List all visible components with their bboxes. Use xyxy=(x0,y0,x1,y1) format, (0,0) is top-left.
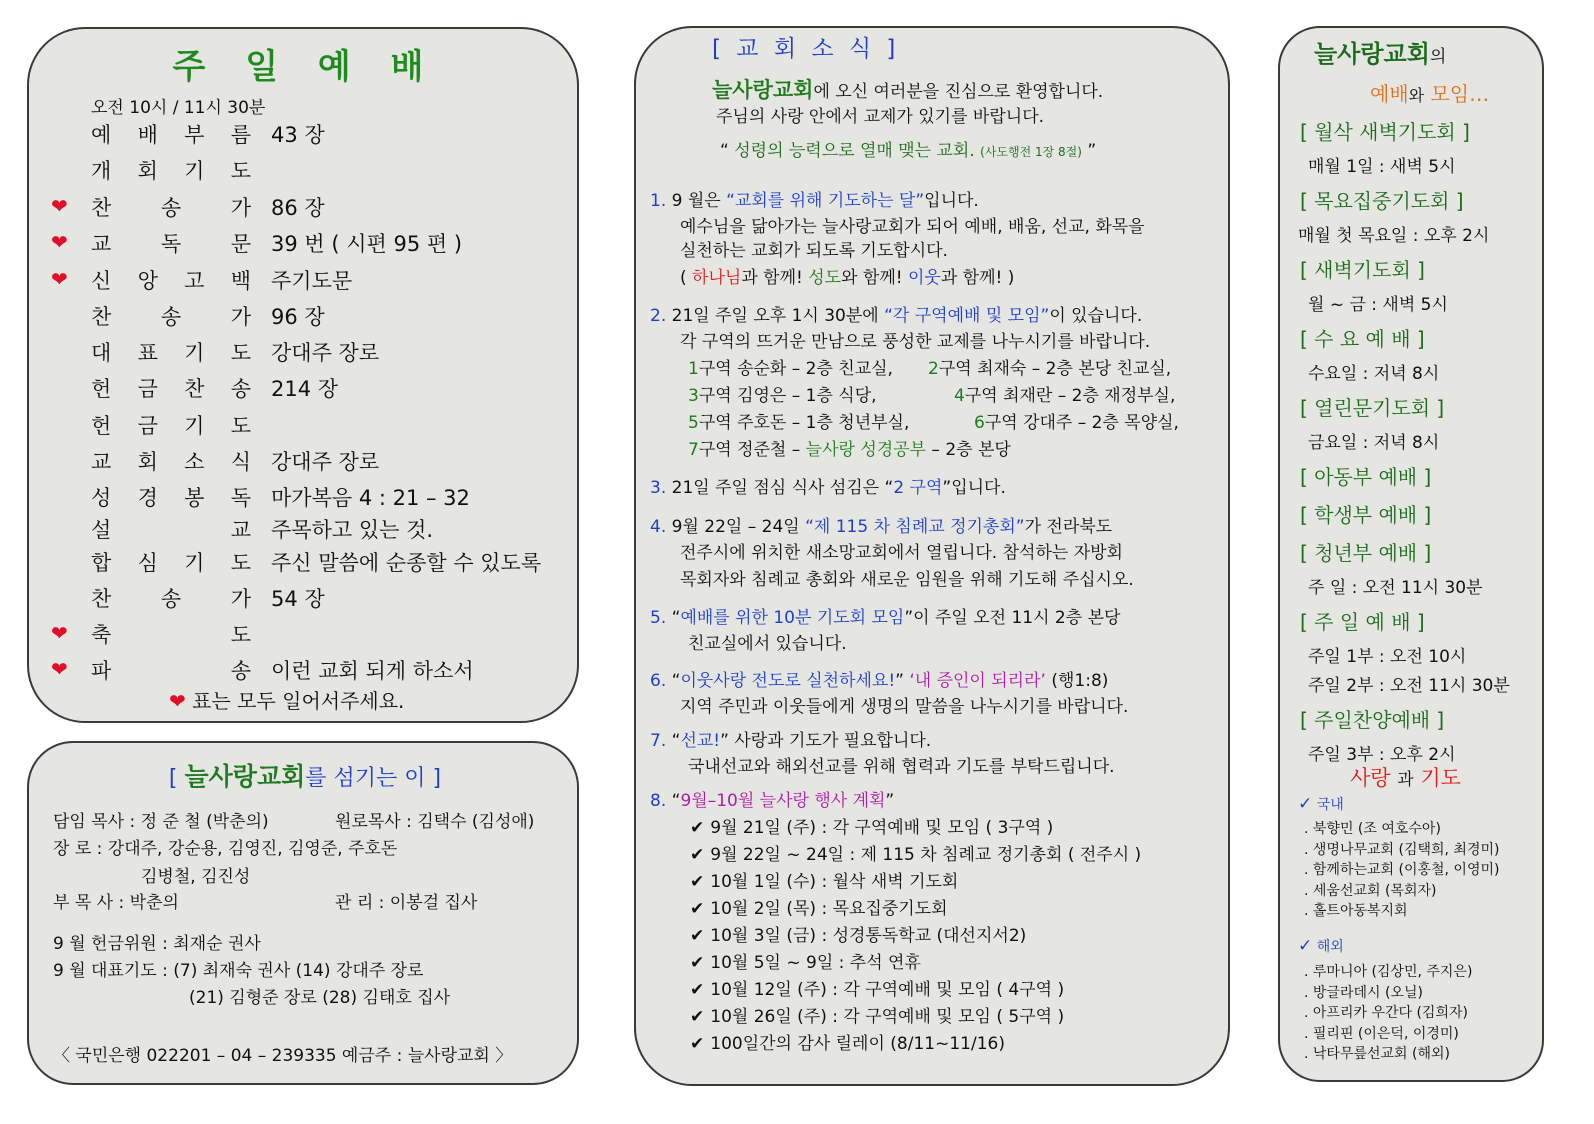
prayer-item: . 아프리카 우간다 (김희자) xyxy=(1304,1005,1468,1021)
order-value: 주목하고 있는 것. xyxy=(271,518,434,542)
order-label xyxy=(91,514,251,544)
schedule-time: 매월 1일 : 새벽 5시 xyxy=(1308,157,1456,177)
item-number: 6. xyxy=(650,671,667,691)
order-value: 214 장 xyxy=(271,377,339,401)
order-label-char: 문 xyxy=(230,232,251,256)
order-value: 주신 말씀에 순종할 수 있도록 xyxy=(271,551,542,575)
order-label-char: 심 xyxy=(137,551,158,575)
text: 21일 주일 오후 1시 30분에 xyxy=(671,306,885,326)
check-icon: ✔ xyxy=(690,980,705,1000)
text: ( xyxy=(680,268,693,288)
order-label xyxy=(91,228,251,258)
district-text: 구역 최재란 – 2층 재정부실, xyxy=(964,386,1176,406)
standing-note xyxy=(169,685,404,714)
event-item xyxy=(690,1029,1005,1054)
district-text: 구역 김영은 – 1층 식당, xyxy=(698,386,877,406)
welcome-line-2: 주님의 사랑 안에서 교제가 있기를 바랍니다. xyxy=(716,107,1045,127)
order-label-char: 파 xyxy=(91,659,112,683)
check-icon: ✔ xyxy=(690,899,705,919)
order-label-char: 찬 xyxy=(91,305,112,329)
heart-icon: ❤ xyxy=(169,689,186,713)
check-icon: ✔ xyxy=(690,953,705,973)
motto xyxy=(720,136,1096,161)
news-item-5 xyxy=(650,603,1120,628)
prayer-item: . 방글라데시 (오닐) xyxy=(1304,984,1423,1001)
church-name: 늘사랑교회 xyxy=(1314,40,1430,68)
highlight: “교회를 위해 기도하는 달” xyxy=(726,191,925,211)
order-label-char: 경 xyxy=(137,486,158,510)
district-4 xyxy=(954,381,1175,406)
schedule-heading: [ 열린문기도회 ] xyxy=(1300,396,1445,420)
prayer-word: 기도 xyxy=(1420,766,1461,790)
highlight: 늘사랑 성경공부 xyxy=(805,440,927,460)
prayer-item: . 북향민 (조 여호수아) xyxy=(1304,821,1441,837)
prayer-item: . 함께하는교회 (이홍철, 이영미) xyxy=(1304,862,1500,878)
order-label-char: 찬 xyxy=(184,377,205,401)
order-label xyxy=(91,410,251,440)
district-number: 3 xyxy=(688,386,699,406)
schedule-heading: [ 주 일 예 배 ] xyxy=(1300,610,1425,634)
order-value: 이런 교회 되게 하소서 xyxy=(271,659,474,683)
event-item xyxy=(690,975,1064,1000)
text: ”이 주일 오전 11시 2층 본당 xyxy=(904,608,1121,628)
order-label-char: 기 xyxy=(184,341,205,365)
schedule-time: 월 ~ 금 : 새벽 5시 xyxy=(1308,295,1448,315)
quote: “ xyxy=(720,141,729,161)
order-row xyxy=(51,265,571,295)
text: “ xyxy=(671,731,681,751)
order-label-char: 교 xyxy=(91,232,112,256)
highlight: 2 구역 xyxy=(893,478,943,498)
order-label-char: 송 xyxy=(160,305,182,329)
text: 9월 22일 – 24일 xyxy=(671,517,806,537)
order-value: 마가복음 4 : 21 – 32 xyxy=(271,486,470,510)
order-label-char: 설 xyxy=(91,518,112,542)
worship-word: 예배 xyxy=(1370,82,1409,106)
event-item xyxy=(690,1002,1064,1027)
order-row xyxy=(51,228,571,258)
heart-icon: ❤ xyxy=(51,230,68,254)
senior-pastor: 담임 목사 : 정 준 철 (박춘의) xyxy=(53,812,269,832)
text: 구역 정준철 – xyxy=(698,440,806,460)
prayer-item: . 루마니아 (김상민, 주지은) xyxy=(1304,964,1473,980)
schedule-heading: [ 아동부 예배 ] xyxy=(1300,465,1432,489)
event-item xyxy=(690,948,921,973)
event-item xyxy=(690,840,1141,865)
offering-committee: 9 월 헌금위원 : 최재순 권사 xyxy=(53,934,261,954)
standing-note-text: 표는 모두 일어서주세요. xyxy=(192,689,405,713)
item-number: 1. xyxy=(650,191,667,211)
news-item-4-line3: 목회자와 침례교 총회와 새로운 임원을 위해 기도해 주십시오. xyxy=(680,570,1134,590)
order-label-char: 예 xyxy=(91,123,112,147)
event-text: 10월 12일 (주) : 각 구역예배 및 모임 ( 4구역 ) xyxy=(710,980,1065,1000)
order-value: 54 장 xyxy=(271,587,325,611)
heart-icon: ❤ xyxy=(51,657,68,681)
event-item xyxy=(690,921,1026,946)
district-number: 5 xyxy=(688,413,699,433)
order-label xyxy=(91,583,251,613)
welcome-text: 에 오신 여러분을 진심으로 환영합니다. xyxy=(813,82,1104,102)
check-icon: ✔ xyxy=(690,818,705,838)
news-item-7-line2: 국내선교와 해외선교를 위해 협력과 기도를 부탁드립니다. xyxy=(688,757,1115,777)
schedule-time: 주일 1부 : 오전 10시 xyxy=(1308,647,1467,667)
district-number: 7 xyxy=(688,440,699,460)
schedule-time: 매월 첫 목요일 : 오후 2시 xyxy=(1298,226,1490,246)
order-label-char: 도 xyxy=(230,414,251,438)
meeting-word: 모임… xyxy=(1430,82,1490,106)
worship-title: 주 일 예 배 xyxy=(172,47,438,87)
order-label-char: 기 xyxy=(184,551,205,575)
check-icon: ✔ xyxy=(690,845,705,865)
order-label-char: 도 xyxy=(230,341,251,365)
schedule-heading: [ 새벽기도회 ] xyxy=(1300,258,1425,282)
check-icon: ✔ xyxy=(690,1034,705,1054)
order-label-char: 앙 xyxy=(137,269,158,293)
district-number: 4 xyxy=(954,386,965,406)
order-row xyxy=(51,119,571,149)
domestic-label-text: 국내 xyxy=(1316,797,1344,813)
order-value: 강대주 장로 xyxy=(271,341,380,365)
order-row xyxy=(51,337,571,367)
event-text: 9월 22일 ~ 24일 : 제 115 차 침례교 정기총회 ( 전주시 ) xyxy=(710,845,1142,865)
order-row xyxy=(51,583,571,613)
order-label-char: 도 xyxy=(230,623,251,647)
domestic-label xyxy=(1298,794,1344,814)
order-label-char: 봉 xyxy=(184,486,205,510)
schedule-heading: [ 월삭 새벽기도회 ] xyxy=(1300,120,1470,144)
schedule-heading: [ 수 요 예 배 ] xyxy=(1300,327,1425,351)
order-label-char: 도 xyxy=(230,159,251,183)
order-label-char: 송 xyxy=(230,377,251,401)
order-label xyxy=(91,619,251,649)
schedule-title xyxy=(1314,34,1446,69)
order-label-char: 헌 xyxy=(91,377,112,401)
order-label-char: 찬 xyxy=(91,196,112,220)
event-item xyxy=(690,813,1053,838)
order-label xyxy=(91,155,251,185)
order-label-char: 교 xyxy=(230,518,251,542)
order-label xyxy=(91,192,251,222)
text: ”입니다. xyxy=(942,478,1006,498)
text: 입니다. xyxy=(924,191,979,211)
news-item-4-line2: 전주시에 위치한 새소망교회에서 열립니다. 참석하는 자방회 xyxy=(680,543,1123,563)
servants-panel xyxy=(27,741,579,1085)
news-item-2-line2: 각 구역의 뜨거운 만남으로 풍성한 교제를 나누시기를 바랍니다. xyxy=(680,332,1151,352)
order-label xyxy=(91,655,251,685)
bracket: [ xyxy=(168,766,185,791)
emeritus-pastor: 원로목사 : 김택수 (김성애) xyxy=(335,812,535,832)
order-value: 주기도문 xyxy=(271,269,353,293)
order-label-char: 금 xyxy=(137,377,158,401)
order-label xyxy=(91,547,251,577)
text: 과 함께! ) xyxy=(940,268,1015,288)
district-number: 2 xyxy=(928,359,939,379)
order-label xyxy=(91,301,251,331)
text: 와 xyxy=(1408,86,1425,105)
text: “ xyxy=(671,608,681,628)
order-row xyxy=(51,655,571,685)
check-icon: ✔ xyxy=(690,872,705,892)
overseas-label-text: 해외 xyxy=(1316,939,1344,955)
worship-time: 오전 10시 / 11시 30분 xyxy=(91,98,266,118)
bank-account: 〈 국민은행 022201 – 04 – 239335 예금주 : 늘사랑교회 〉 xyxy=(53,1046,513,1066)
district-3 xyxy=(688,381,877,406)
order-label-char: 가 xyxy=(230,587,251,611)
district-text: 구역 주호돈 – 1층 청년부실, xyxy=(698,413,910,433)
district-text: 구역 최재숙 – 2층 본당 친교실, xyxy=(938,359,1172,379)
order-label-char: 축 xyxy=(91,623,112,647)
highlight: “제 115 차 침례교 정기총회” xyxy=(805,517,1025,537)
servants-title-rest: 를 섬기는 이 ] xyxy=(305,766,442,791)
order-row xyxy=(51,410,571,440)
order-label xyxy=(91,119,251,149)
district-5 xyxy=(688,408,909,433)
elders: 장 로 : 강대주, 강순용, 김영진, 김영준, 주호돈 xyxy=(53,839,398,859)
event-text: 10월 3일 (금) : 성경통독학교 (대선지서2) xyxy=(710,926,1027,946)
schedule-time: 수요일 : 저녁 8시 xyxy=(1308,364,1440,384)
schedule-subtitle xyxy=(1370,78,1489,107)
order-label-char: 대 xyxy=(91,341,112,365)
item-number: 2. xyxy=(650,306,667,326)
highlight: 예배를 위한 10분 기도회 모임 xyxy=(680,608,905,628)
news-item-5-line2: 친교실에서 있습니다. xyxy=(688,634,847,654)
order-row xyxy=(51,155,571,185)
order-label xyxy=(91,337,251,367)
highlight: “각 구역예배 및 모임” xyxy=(884,306,1050,326)
district-1 xyxy=(688,354,893,379)
text: ” xyxy=(895,671,910,691)
order-row xyxy=(51,619,571,649)
order-row xyxy=(51,192,571,222)
schedule-time: 주일 2부 : 오전 11시 30분 xyxy=(1308,676,1510,696)
order-label-char: 기 xyxy=(184,159,205,183)
heart-icon: ❤ xyxy=(51,267,68,291)
event-text: 10월 26일 (주) : 각 구역예배 및 모임 ( 5구역 ) xyxy=(710,1007,1065,1027)
news-item-1-line3: 실천하는 교회가 되도록 기도합시다. xyxy=(680,241,948,261)
order-label xyxy=(91,482,251,512)
news-item-3 xyxy=(650,473,1006,498)
schedule-time: 금요일 : 저녁 8시 xyxy=(1308,433,1440,453)
order-label-char: 기 xyxy=(184,414,205,438)
order-label-char: 가 xyxy=(230,196,251,220)
text: 9 월은 xyxy=(671,191,727,211)
item-number: 7. xyxy=(650,731,667,751)
church-news-panel xyxy=(634,26,1230,1086)
love-word: 사랑 xyxy=(1350,766,1391,790)
news-item-6-line2: 지역 주민과 이웃들에게 생명의 말씀을 나누시기를 바랍니다. xyxy=(680,697,1129,717)
order-label-char: 표 xyxy=(137,341,158,365)
order-label-char: 소 xyxy=(184,450,205,474)
news-item-6 xyxy=(650,666,1108,691)
order-label-char: 부 xyxy=(184,123,205,147)
order-row xyxy=(51,482,571,512)
order-label-char: 독 xyxy=(160,232,182,256)
district-number: 6 xyxy=(974,413,985,433)
order-label-char: 신 xyxy=(91,269,112,293)
order-label-char: 송 xyxy=(160,196,182,220)
order-label-char: 합 xyxy=(91,551,112,575)
event-item xyxy=(690,894,948,919)
order-row xyxy=(51,547,571,577)
district-2 xyxy=(928,354,1171,379)
prayer-item: . 생명나무교회 (김택희, 최경미) xyxy=(1304,841,1500,858)
news-item-7 xyxy=(650,726,931,751)
order-label-char: 송 xyxy=(160,587,182,611)
district-7 xyxy=(688,435,1011,460)
order-label-char: 송 xyxy=(230,659,251,683)
prayer-item: . 세움선교회 (목회자) xyxy=(1304,882,1437,899)
order-label-char: 찬 xyxy=(91,587,112,611)
news-item-2 xyxy=(650,301,1142,326)
text: – 2층 본당 xyxy=(926,440,1011,460)
welcome-line xyxy=(712,74,1103,104)
quote: ” xyxy=(1087,141,1097,161)
schedule-heading: [ 주일찬양예배 ] xyxy=(1300,708,1445,732)
schedule-panel xyxy=(1278,26,1544,1082)
highlight: 하나님 xyxy=(692,268,742,288)
associate-pastor: 부 목 사 : 박춘의 xyxy=(53,893,179,913)
text: 이 있습니다. xyxy=(1049,306,1143,326)
check-icon: ✓ xyxy=(1298,794,1313,814)
text: ” 사랑과 기도가 필요합니다. xyxy=(720,731,932,751)
order-label-char: 백 xyxy=(230,269,251,293)
prayer-item: . 낙타무릎선교회 (해외) xyxy=(1304,1046,1450,1062)
order-label xyxy=(91,265,251,295)
order-label-char: 독 xyxy=(230,486,251,510)
news-item-4 xyxy=(650,512,1112,537)
text: (행1:8) xyxy=(1045,671,1109,691)
event-text: 10월 1일 (수) : 월삭 새벽 기도회 xyxy=(710,872,959,892)
order-row xyxy=(51,301,571,331)
order-label xyxy=(91,373,251,403)
event-text: 10월 2일 (목) : 목요집중기도회 xyxy=(710,899,948,919)
district-text: 구역 강대주 – 2층 목양실, xyxy=(984,413,1179,433)
schedule-time: 주 일 : 오전 11시 30분 xyxy=(1308,578,1483,598)
motto-ref: (사도행전 1장 8절) xyxy=(980,145,1082,159)
highlight: 이웃사랑 전도로 실천하세요! xyxy=(680,671,896,691)
order-label-char: 교 xyxy=(91,450,112,474)
check-icon: ✔ xyxy=(690,1007,705,1027)
church-name: 늘사랑교회 xyxy=(184,762,306,791)
news-item-1-line2: 예수님을 닮아가는 늘사랑교회가 되어 예배, 배움, 선교, 화목을 xyxy=(680,217,1145,237)
text: 21일 주일 점심 식사 섬김은 “ xyxy=(671,478,894,498)
heart-icon: ❤ xyxy=(51,194,68,218)
text: ” xyxy=(885,791,895,811)
church-name: 늘사랑교회 xyxy=(712,78,814,102)
prayer-item: . 필리핀 (이은덕, 이경미) xyxy=(1304,1025,1459,1042)
highlight: ‘내 증인이 되리라’ xyxy=(909,671,1046,691)
text: “ xyxy=(671,671,681,691)
news-title: [ 교 회 소 식 ] xyxy=(712,36,900,62)
prayer-title xyxy=(1350,762,1461,792)
overseas-label xyxy=(1298,936,1344,956)
order-label-char: 금 xyxy=(137,414,158,438)
schedule-heading: [ 청년부 예배 ] xyxy=(1300,541,1432,565)
order-label-char: 배 xyxy=(137,123,158,147)
order-label-char: 성 xyxy=(91,486,112,510)
item-number: 4. xyxy=(650,517,667,537)
district-text: 구역 송순화 – 2층 친교실, xyxy=(698,359,893,379)
elders-cont: 김병철, 김진성 xyxy=(141,867,251,887)
order-label-char: 가 xyxy=(230,305,251,329)
heart-icon: ❤ xyxy=(51,621,68,645)
order-row xyxy=(51,373,571,403)
item-number: 3. xyxy=(650,478,667,498)
order-value: 강대주 장로 xyxy=(271,450,380,474)
order-label-char: 식 xyxy=(230,450,251,474)
order-label-char: 고 xyxy=(184,269,205,293)
order-label-char: 회 xyxy=(137,450,158,474)
order-label-char: 름 xyxy=(230,123,251,147)
district-6 xyxy=(974,408,1179,433)
representative-prayer-cont: (21) 김형준 장로 (28) 김태호 집사 xyxy=(189,988,451,1008)
news-item-1-line4 xyxy=(680,263,1014,288)
event-text: 9월 21일 (주) : 각 구역예배 및 모임 ( 3구역 ) xyxy=(710,818,1054,838)
text: 와 함께! xyxy=(841,268,908,288)
highlight: 성도 xyxy=(808,268,842,288)
text: “ xyxy=(671,791,681,811)
order-row xyxy=(51,514,571,544)
highlight: 선교! xyxy=(680,731,721,751)
prayer-item: . 홀트아동복지회 xyxy=(1304,903,1408,919)
manager: 관 리 : 이봉걸 집사 xyxy=(335,893,478,913)
text: 과 xyxy=(1397,770,1414,790)
order-label-char: 회 xyxy=(137,159,158,183)
news-item-1 xyxy=(650,186,979,211)
event-text: 10월 5일 ~ 9일 : 추석 연휴 xyxy=(710,953,921,973)
order-row xyxy=(51,446,571,476)
text: 의 xyxy=(1429,47,1447,67)
district-number: 1 xyxy=(688,359,699,379)
schedule-time: 주일 3부 : 오후 2시 xyxy=(1308,745,1456,765)
worship-order-panel xyxy=(27,27,579,723)
item-number: 8. xyxy=(650,791,667,811)
highlight: 9월–10월 늘사랑 행사 계획 xyxy=(680,791,886,811)
text: 과 함께! xyxy=(741,268,809,288)
order-value: 86 장 xyxy=(271,196,325,220)
order-label-char: 헌 xyxy=(91,414,112,438)
event-item xyxy=(690,867,958,892)
check-icon: ✔ xyxy=(690,926,705,946)
servants-title xyxy=(29,757,581,793)
order-label xyxy=(91,446,251,476)
order-label-char: 개 xyxy=(91,159,112,183)
order-value: 96 장 xyxy=(271,305,325,329)
highlight: 이웃 xyxy=(907,268,941,288)
order-value: 39 번 ( 시편 95 편 ) xyxy=(271,232,463,256)
event-text: 100일간의 감사 릴레이 (8/11~11/16) xyxy=(710,1034,1005,1054)
check-icon: ✓ xyxy=(1298,936,1313,956)
order-label-char: 도 xyxy=(230,551,251,575)
schedule-heading: [ 목요집중기도회 ] xyxy=(1300,189,1464,213)
motto-text: 성령의 능력으로 열매 맺는 교회. xyxy=(734,141,975,161)
text: 가 전라북도 xyxy=(1024,517,1113,537)
order-value: 43 장 xyxy=(271,123,325,147)
news-item-8 xyxy=(650,786,894,811)
representative-prayer: 9 월 대표기도 : (7) 최재숙 권사 (14) 강대주 장로 xyxy=(53,961,424,981)
item-number: 5. xyxy=(650,608,667,628)
schedule-heading: [ 학생부 예배 ] xyxy=(1300,503,1432,527)
